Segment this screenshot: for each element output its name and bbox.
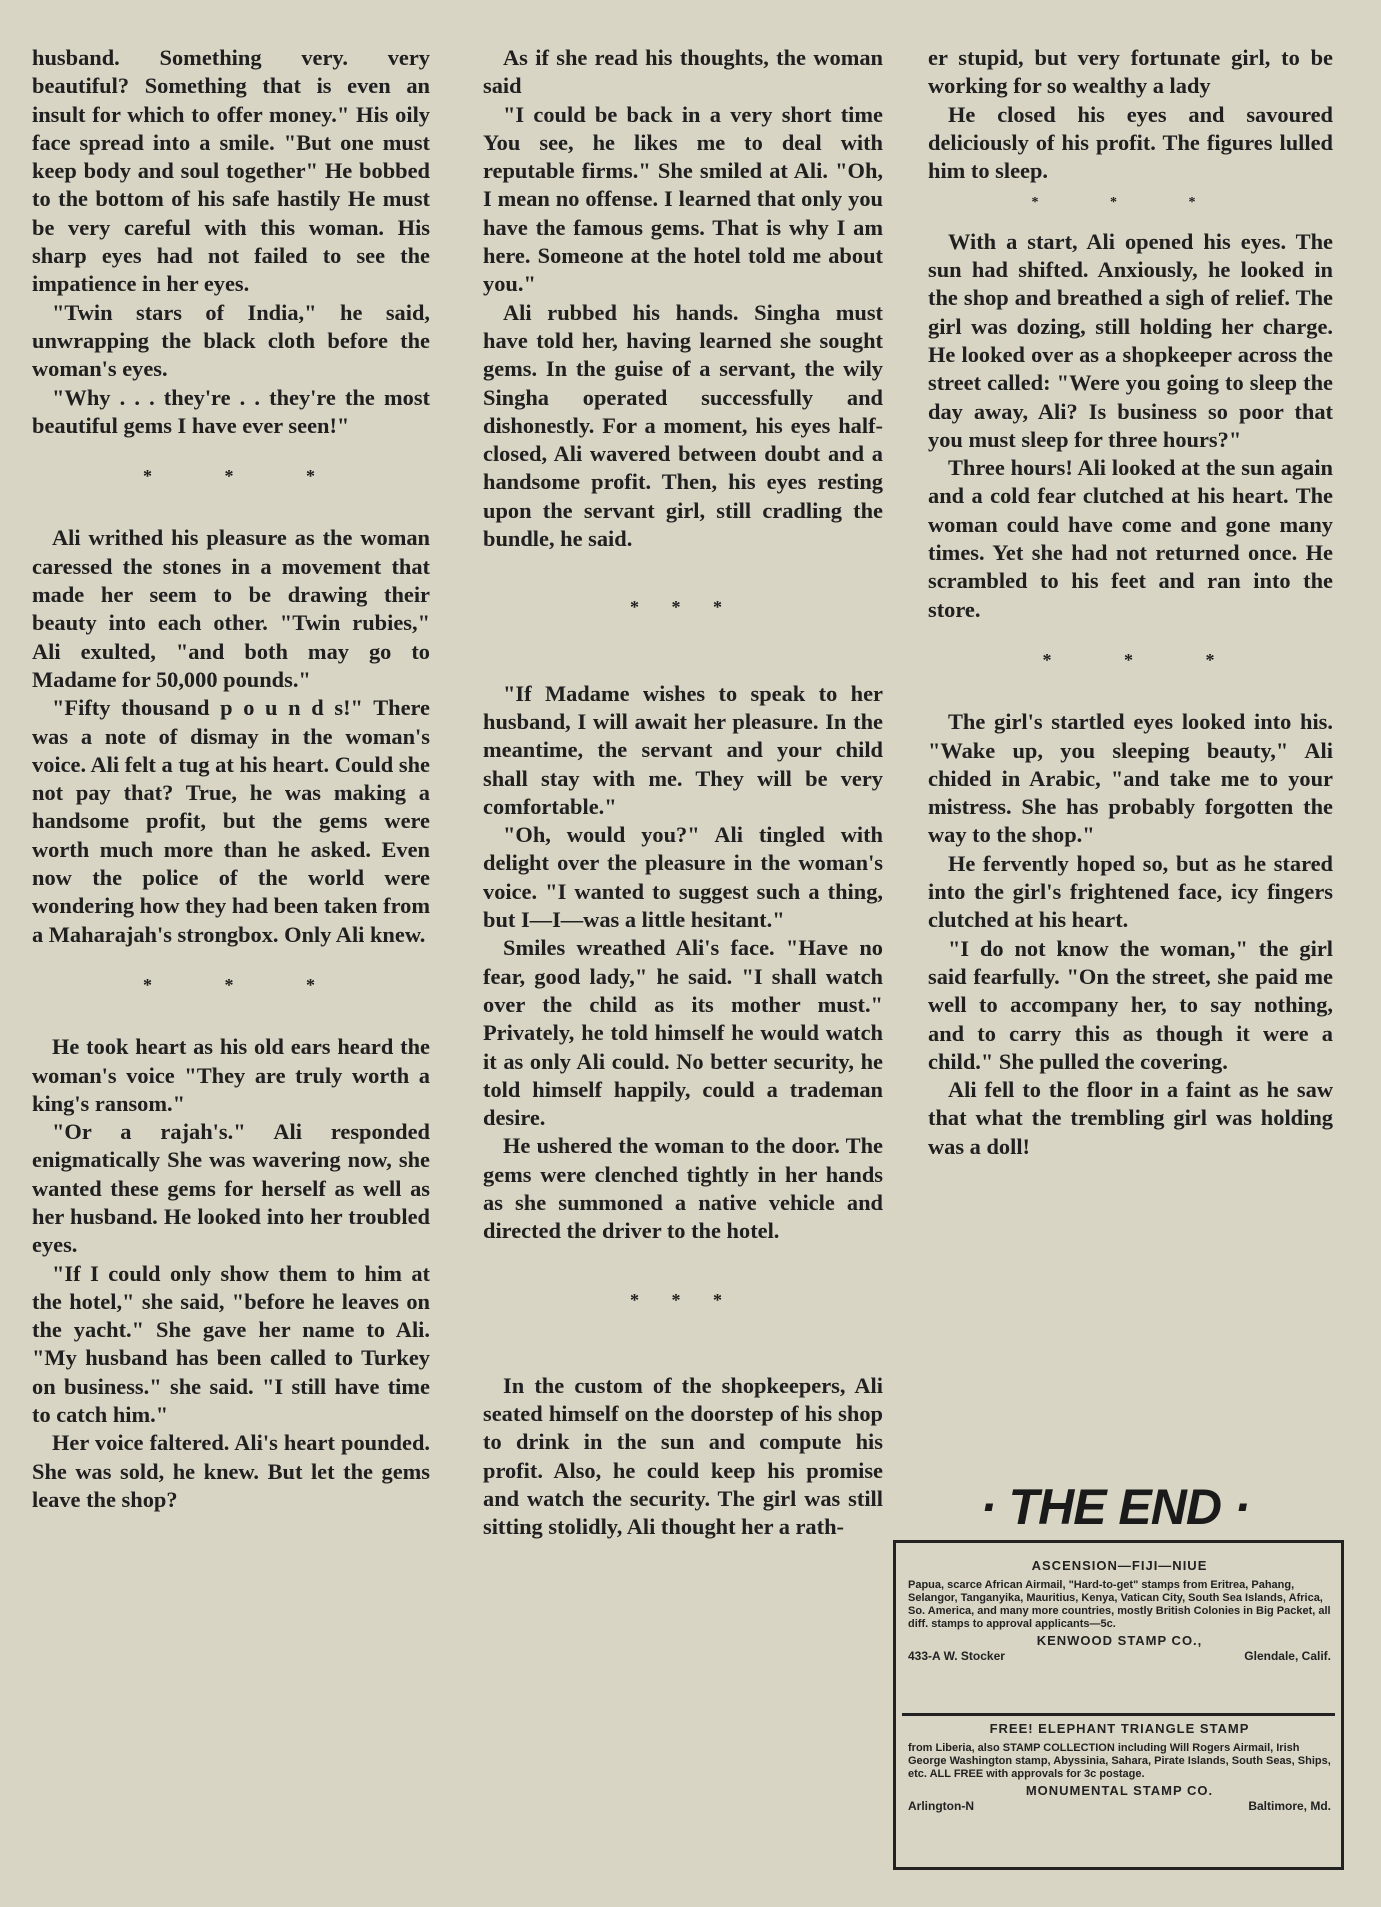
story-column-3	[928, 44, 1333, 1161]
paragraph: Smiles wreathed Ali's face. "Have no fear, good lady," he said. "I shall watch over the child as its mother must." Privately, he told himself he would watch it as only Ali could. No better security, he told himself happily, could a trademan desire.	[483, 935, 883, 1131]
paragraph: "Twin stars of India," he said, unwrapping the black cloth before the woman's eyes.	[32, 299, 430, 382]
ad-title: ASCENSION—FIJI—NIUE	[1031, 1558, 1208, 1573]
story-column-2	[483, 44, 883, 1542]
section-break: * * *	[1042, 649, 1249, 670]
paragraph: He ushered the woman to the door. The gems were clenched tightly in her hands as she summoned a native vehicle and directed the driver to the hotel.	[483, 1133, 883, 1244]
paragraph: With a start, Ali opened his eyes. The sun had shifted. Anxiously, he looked in the shop and breathed a sigh of relief. The girl was dozing, still holding her charge. He looked over as a shopkeeper across the street called: "Were you going to sleep the day away, Ali? Is business so poor that you must sleep for three hours?"	[928, 228, 1333, 452]
ad-address-city: Glendale, Calif.	[1244, 1649, 1331, 1663]
paragraph: In the custom of the shopkeepers, Ali seated himself on the doorstep of his shop to drink in the sun and compute his profit. Also, he could keep his promise and watch the security. The girl was still sitting stolidly, Ali thought her a rath-	[483, 1372, 883, 1540]
ad-kenwood	[908, 1558, 1331, 1663]
paragraph: Three hours! Ali looked at the sun again and a cold fear clutched at his heart. The woman could have come and gone many times. Yet she had not returned once. He scrambled to his feet and ran into the store.	[928, 455, 1333, 622]
section-break: * * *	[1031, 195, 1230, 211]
ad-title: FREE! ELEPHANT TRIANGLE STAMP	[989, 1721, 1250, 1736]
ad-divider	[902, 1713, 1335, 1716]
paragraph: "Fifty thousand p o u n d s!" There was a note of dismay in the woman's voice. Ali felt a tug at his heart. Could she not pay that? True, he was making a handsome profit, but the gems were worth much more than he asked. Even now the police of the world were wondering how they had been taken from a Maharajah's strongbox. Only Ali knew.	[32, 695, 430, 947]
paragraph: Ali rubbed his hands. Singha must have told her, having learned she sought gems. In the guise of a servant, the wily Singha operated successfully and dishonestly. For a moment, his eyes half-closed, Ali wavered between doubt and a handsome profit. Then, his eyes resting upon the servant girl, still cradling the bundle, he said.	[483, 299, 883, 552]
stamp-ads-box	[893, 1540, 1344, 1870]
paragraph: He fervently hoped so, but as he stared into the girl's frightened face, icy fingers clutched at his heart.	[928, 850, 1333, 933]
ad-address-street: 433-A W. Stocker	[908, 1649, 1005, 1663]
the-end-title: · THE END ·	[980, 1479, 1250, 1535]
section-break: * * *	[143, 466, 349, 487]
ad-body: Papua, scarce African Airmail, "Hard-to-get" stamps from Eritrea, Pahang, Selangor, Tanganyika, Mauritius, Kenya, Vatican City, South Sea Islands, Africa, So. America, and many more countries, mostly British Colonies in Big Packet, all diff. stamps to approval applicants—5c.	[908, 1579, 1331, 1630]
paragraph: "I do not know the woman," the girl said fearfully. "On the street, she paid me well to accompany her, to say nothing, and to carry this as though it were a child." She pulled the covering.	[928, 935, 1333, 1074]
paragraph: He took heart as his old ears heard the woman's voice "They are truly worth a king's ransom."	[32, 1034, 430, 1116]
section-break: * * *	[630, 597, 736, 618]
ad-address	[908, 1799, 1331, 1813]
ad-address-city: Baltimore, Md.	[1248, 1799, 1331, 1813]
paragraph: "Why . . . they're . . they're the most beautiful gems I have ever seen!"	[32, 384, 430, 438]
paragraph: Ali fell to the floor in a faint as he saw that what the trembling girl was holding was a doll!	[928, 1077, 1333, 1159]
paragraph: er stupid, but very fortunate girl, to be working for so wealthy a lady	[928, 45, 1333, 99]
paragraph: "Or a rajah's." Ali responded enigmatically She was wavering now, she wanted these gems for herself as well as her husband. He looked into her troubled eyes.	[32, 1119, 430, 1258]
paragraph: Her voice faltered. Ali's heart pounded. She was sold, he knew. But let the gems leave the shop?	[32, 1430, 430, 1512]
paragraph: "I could be back in a very short time You see, he likes me to deal with reputable firms." She smiled at Ali. "Oh, I mean no offense. I learned that only you have the famous gems. That is why I am here. Someone at the hotel told me about you."	[483, 101, 883, 297]
story-column-1	[32, 44, 430, 1514]
section-break: * * *	[630, 1289, 736, 1310]
ad-body: from Liberia, also STAMP COLLECTION including Will Rogers Airmail, Irish George Washington stamp, Abyssinia, Sahara, Pirate Islands, South Seas, Ships, etc. ALL FREE with approvals for 3c postage.	[908, 1742, 1331, 1780]
ad-monumental	[908, 1721, 1331, 1813]
ad-address-street: Arlington-N	[908, 1799, 974, 1813]
paragraph: "If Madame wishes to speak to her husband, I will await her pleasure. In the meantime, the servant and your child shall stay with me. They will be very comfortable."	[483, 680, 883, 819]
ad-company: MONUMENTAL STAMP CO.	[1025, 1783, 1214, 1798]
paragraph: As if she read his thoughts, the woman said	[483, 45, 883, 99]
paragraph: "If I could only show them to him at the hotel," she said, "before he leaves on the yacht." She gave her name to Ali. "My husband has been called to Turkey on business." she said. "I still have time to catch him."	[32, 1260, 430, 1428]
paragraph: husband. Something very. very beautiful? Something that is even an insult for which to offer money." His oily face spread into a smile. "But one must keep body and soul together" He bobbed to the bottom of his safe hastily He must be very careful with this woman. His sharp eyes had not failed to see the impatience in her eyes.	[32, 45, 430, 297]
ad-address	[908, 1649, 1331, 1663]
paragraph: He closed his eyes and savoured deliciously of his profit. The figures lulled him to sleep.	[928, 101, 1333, 184]
ad-company: KENWOOD STAMP CO.,	[1036, 1633, 1203, 1648]
paragraph: Ali writhed his pleasure as the woman caressed the stones in a movement that made her seem to be drawing their beauty into each other. "Twin rubies," Ali exulted, "and both may go to Madame for 50,000 pounds."	[32, 525, 430, 692]
section-break: * * *	[143, 974, 349, 995]
paragraph: The girl's startled eyes looked into his. "Wake up, you sleeping beauty," Ali chided in Arabic, "and take me to your mistress. She has probably forgotten the way to the shop."	[928, 709, 1333, 848]
paragraph: "Oh, would you?" Ali tingled with delight over the pleasure in the woman's voice. "I wanted to suggest such a thing, but I—I—was a little hesitant."	[483, 822, 883, 933]
